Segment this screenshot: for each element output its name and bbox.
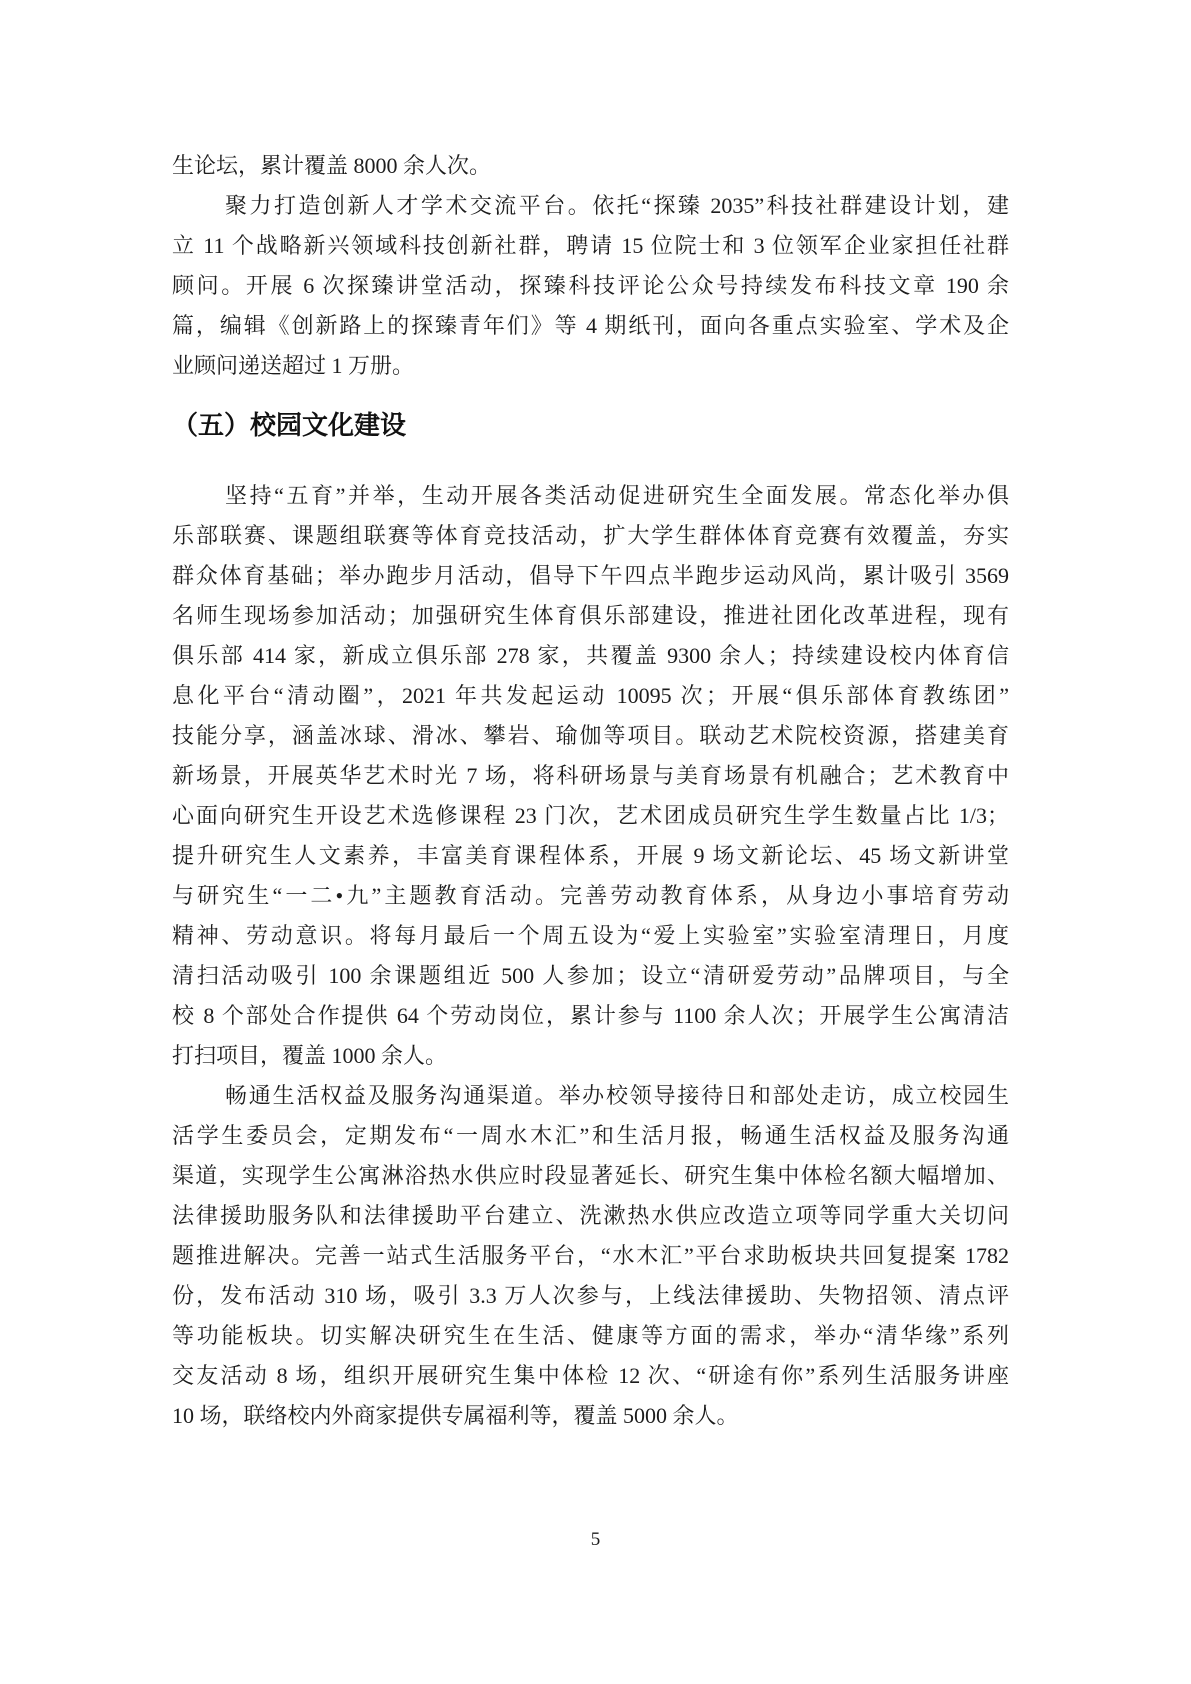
text-line: 畅通生活权益及服务沟通渠道。举办校领导接待日和部处走访，成立校园生 [225,1083,1009,1108]
text-line: 题推进解决。完善一站式生活服务平台，“水木汇”平台求助板块共回复提案 1782 [172,1243,1009,1268]
text-line: 校 8 个部处合作提供 64 个劳动岗位，累计参与 1100 余人次；开展学生公寓清洁 [172,1003,1009,1028]
text-line: 聚力打造创新人才学术交流平台。依托“探臻 2035”科技社群建设计划，建 [225,193,1009,218]
text-line: 交友活动 8 场，组织开展研究生集中体检 12 次、“研途有你”系列生活服务讲座 [172,1363,1009,1388]
text-line: 活学生委员会，定期发布“一周水木汇”和生活月报，畅通生活权益及服务沟通 [172,1123,1009,1148]
paragraph [172,1076,1009,1436]
text-line: 清扫活动吸引 100 余课题组近 500 人参加；设立“清研爱劳动”品牌项目，与全 [172,963,1009,988]
section-heading: （五）校园文化建设 [172,410,407,440]
text-line: 10 场，联络校内外商家提供专属福利等，覆盖 5000 余人。 [172,1403,739,1428]
text-line: 息化平台“清动圈”，2021 年共发起运动 10095 次；开展“俱乐部体育教练团” [172,683,1009,708]
text-line: 顾问。开展 6 次探臻讲堂活动，探臻科技评论公众号持续发布科技文章 190 余 [172,273,1009,298]
text-line: 精神、劳动意识。将每月最后一个周五设为“爱上实验室”实验室清理日，月度 [172,923,1009,948]
document-body [172,146,1009,1436]
paragraph [172,476,1009,1076]
text-line: 乐部联赛、课题组联赛等体育竞技活动，扩大学生群体体育竞赛有效覆盖，夯实 [172,523,1009,548]
text-line: 渠道，实现学生公寓淋浴热水供应时段显著延长、研究生集中体检名额大幅增加、 [172,1163,1009,1188]
text-line: 份，发布活动 310 场，吸引 3.3 万人次参与，上线法律援助、失物招领、清点评 [172,1283,1009,1308]
text-line: 俱乐部 414 家，新成立俱乐部 278 家，共覆盖 9300 余人；持续建设校内体育信 [172,643,1009,668]
text-line: 技能分享，涵盖冰球、滑冰、攀岩、瑜伽等项目。联动艺术院校资源，搭建美育 [172,723,1009,748]
text-line: 坚持“五育”并举，生动开展各类活动促进研究生全面发展。常态化举办俱 [225,483,1009,508]
page-number: 5 [590,1529,601,1550]
text-line: 打扫项目，覆盖 1000 余人。 [172,1043,448,1068]
text-line: 生论坛，累计覆盖 8000 余人次。 [172,153,492,178]
text-line: 篇，编辑《创新路上的探臻青年们》等 4 期纸刊，面向各重点实验室、学术及企 [172,313,1009,338]
paragraph [172,186,1009,386]
text-line: 法律援助服务队和法律援助平台建立、洗漱热水供应改造立项等同学重大关切问 [172,1203,1009,1228]
text-line: 等功能板块。切实解决研究生在生活、健康等方面的需求，举办“清华缘”系列 [172,1323,1009,1348]
text-line: 立 11 个战略新兴领域科技创新社群，聘请 15 位院士和 3 位领军企业家担任社群 [172,233,1009,258]
text-line: 与研究生“一二•九”主题教育活动。完善劳动教育体系，从身边小事培育劳动 [172,883,1009,908]
text-line: 新场景，开展英华艺术时光 7 场，将科研场景与美育场景有机融合；艺术教育中 [172,763,1009,788]
text-line: 名师生现场参加活动；加强研究生体育俱乐部建设，推进社团化改革进程，现有 [172,603,1009,628]
paragraph [172,146,1009,186]
text-line: 群众体育基础；举办跑步月活动，倡导下午四点半跑步运动风尚，累计吸引 3569 [172,563,1009,588]
text-line: 心面向研究生开设艺术选修课程 23 门次，艺术团成员研究生学生数量占比 1/3； [172,803,1009,828]
page-footer [0,1528,1191,1552]
text-line: 业顾问递送超过 1 万册。 [172,353,415,378]
text-line: 提升研究生人文素养，丰富美育课程体系，开展 9 场文新论坛、45 场文新讲堂 [172,843,1009,868]
